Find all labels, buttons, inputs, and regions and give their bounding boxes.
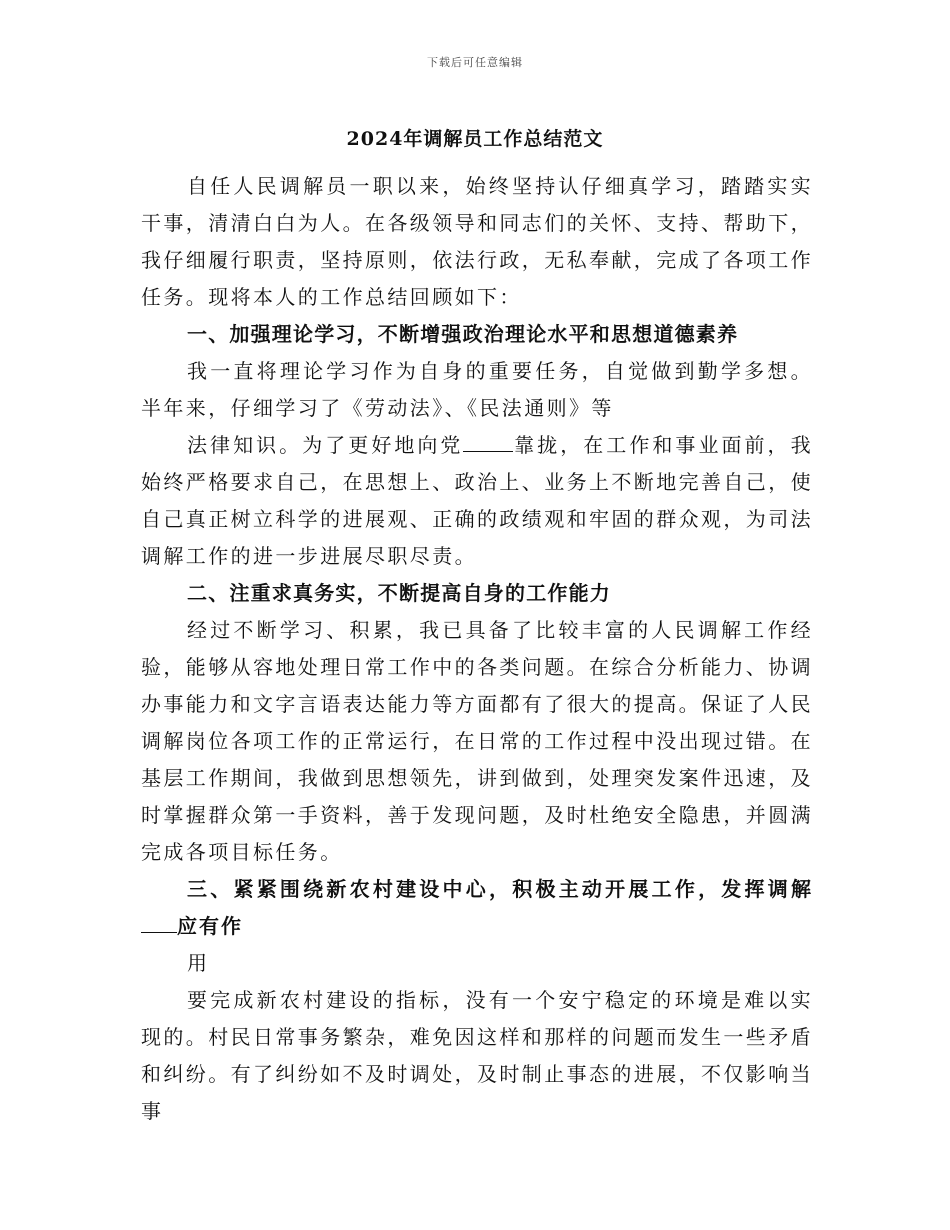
intro-paragraph: 自任人民调解员一职以来，始终坚持认仔细真学习，踏踏实实干事，清清白白为人。在各级领导和同志们的关怀、支持、帮助下，我仔细履行职责，坚持原则，依法行政，无私奉献，完成了各项工作任务。现将本人的工作总结回顾如下：: [141, 174, 813, 309]
fill-blank-line: [141, 931, 177, 933]
section-heading-3-continuation: 用: [187, 951, 210, 975]
section-heading-3-tail: 应有作: [177, 914, 243, 938]
section-1-text-before-blank: 法律知识。为了更好地向党: [187, 433, 464, 457]
document-title: 2024年调解员工作总结范文: [346, 128, 604, 150]
header-note: 下载后可任意编辑: [427, 56, 523, 69]
section-3-paragraph: 要完成新农村建设的指标，没有一个安宁稳定的环境是难以实现的。村民日常事务繁杂，难免因这样和那样的问题而发生一些矛盾和纠纷。有了纠纷如不及时调处，及时制止事态的进展，不仅影响当事: [141, 988, 813, 1123]
section-heading-1: 一、加强理论学习，不断增强政治理论水平和思想道德素养: [187, 322, 739, 346]
section-1-paragraph-a: 我一直将理论学习作为自身的重要任务，自觉做到勤学多想。半年来，仔细学习了《劳动法》、《民法通则》等: [141, 359, 813, 420]
section-heading-3: [141, 871, 813, 945]
section-2-paragraph: 经过不断学习、积累，我已具备了比较丰富的人民调解工作经验，能够从容地处理日常工作中的各类问题。在综合分析能力、协调办事能力和文字言语表达能力等方面都有了很大的提高。保证了人民调解岗位各项工作的正常运行，在日常的工作过程中没出现过错。在基层工作期间，我做到思想领先，讲到做到，处理突发案件迅速，及时掌握群众第一手资料，善于发现问题，及时杜绝安全隐患，并圆满完成各项目标任务。: [141, 618, 813, 864]
section-heading-2: 二、注重求真务实，不断提高自身的工作能力: [187, 581, 611, 605]
document-body: [141, 168, 813, 1130]
section-1-text-after-blank: 靠拢，在工作和事业面前，我始终严格要求自己，在思想上、政治上、业务上不断地完善自己，使自己真正树立科学的进展观、正确的政绩观和牢固的群众观，为司法调解工作的进一步进展尽职尽责。: [141, 433, 813, 568]
fill-blank-line: [463, 450, 513, 452]
section-heading-3-text: 三、紧紧围绕新农村建设中心，积极主动开展工作，发挥调解: [187, 877, 813, 901]
section-1-paragraph-b: [141, 427, 813, 575]
